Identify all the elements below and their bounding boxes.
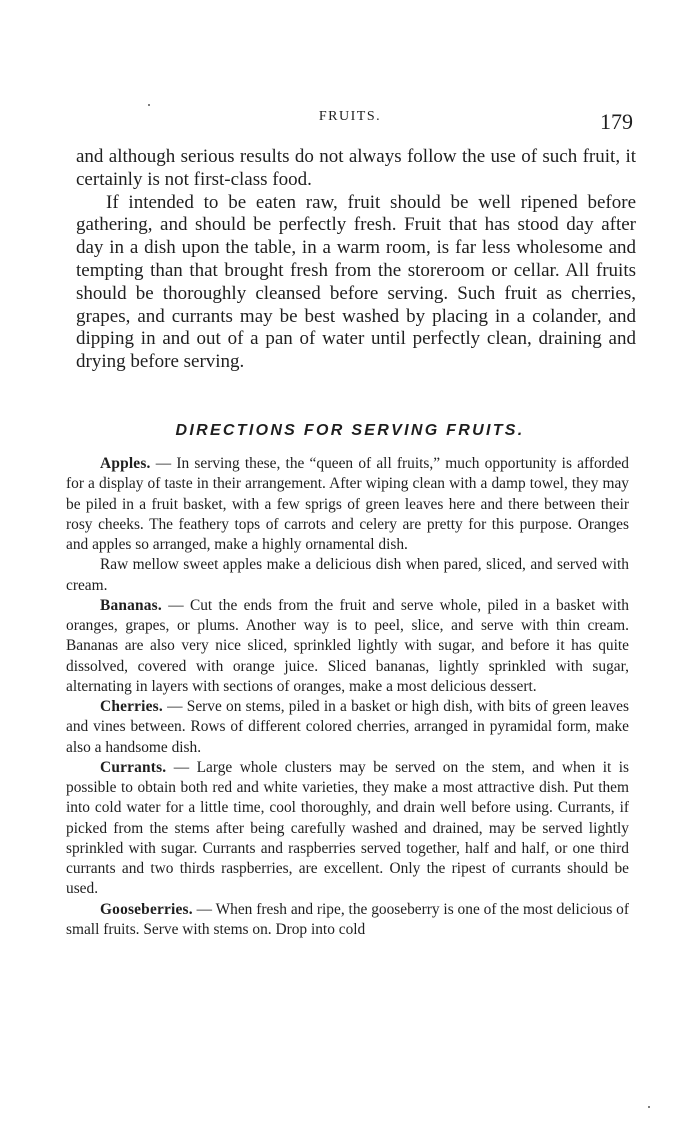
print-speck xyxy=(148,104,150,106)
intro-paragraph-2: If intended to be eaten raw, fruit should be well ripened before gathering, and should be perfectly fresh. Fruit that has stood day after day in a dish upon the table, in a warm room, is far less wholesome and tempting than that brought fresh from the storeroom or cellar. All fruits should be thoroughly cleansed before serving. Such fruit as cherries, grapes, and currants may be best washed by placing in a colander, and dipping in and out of a pan of water until perfectly clean, draining and drying before serving. xyxy=(76,191,636,373)
entry-cherries xyxy=(66,697,629,758)
entry-name-apples: Apples. xyxy=(100,455,151,472)
entry-bananas xyxy=(66,596,629,697)
entry-gooseberries xyxy=(66,900,629,941)
entry-name-gooseberries: Gooseberries. xyxy=(100,900,193,918)
entry-name-bananas: Bananas. xyxy=(100,596,162,614)
section-heading: DIRECTIONS FOR SERVING FRUITS. xyxy=(175,422,525,439)
fruit-entries xyxy=(66,454,629,940)
entry-apples-note: Raw mellow sweet apples make a delicious dish when pared, sliced, and served with cream. xyxy=(66,556,629,594)
entry-text-cherries: — Serve on stems, piled in a basket or high dish, with bits of green leaves and vines between. Rows of different colored cherries, arranged in pyramidal form, make also a handsome dish. xyxy=(66,698,629,756)
intro-text xyxy=(76,146,636,374)
running-title: FRUITS. xyxy=(318,109,382,124)
entry-name-currants: Currants. xyxy=(100,758,167,776)
entry-name-cherries: Cherries. xyxy=(100,698,163,715)
entry-currants xyxy=(66,758,629,900)
print-speck xyxy=(648,1106,650,1108)
intro-paragraph-1: and although serious results do not always follow the use of such fruit, it certainly is not first-class food. xyxy=(76,146,636,190)
entry-text-currants: — Large whole clusters may be served on the stem, and when it is possible to obtain both red and white varieties, they make a most attractive dish. Put them into cold water for a little time, cool thoroughly, and drain well before using. Currants, if picked from the stems after being carefully washed and drained, may be served lightly sprinkled with sugar. Currants and raspberries served together, half and half, or one third currants and two thirds raspberries, are excellent. Only the ripest of currants should be used. xyxy=(66,758,629,898)
entry-text-bananas: — Cut the ends from the fruit and serve whole, piled in a basket with oranges, grapes, or plums. Another way is to peel, slice, and serve with thin cream. Bananas are also very nice sliced, sprinkled lightly with sugar, and before it has quite dissolved, covered with orange juice. Sliced bananas, lightly sprinkled with sugar, alternating in layers with sections of oranges, make a most delicious dessert. xyxy=(66,596,629,695)
page-number: 179 xyxy=(600,109,633,134)
entry-text-gooseberries: — When fresh and ripe, the gooseberry is one of the most delicious of small fruits. Serve with stems on. Drop into cold xyxy=(66,900,629,938)
entry-text-apples: — In serving these, the “queen of all fruits,” much opportunity is afforded for a display of taste in their arrangement. After wiping clean with a damp towel, they may be piled in a fruit basket, with a few sprigs of green leaves here and there between their rosy cheeks. The feathery tops of carrots and celery are pretty for this purpose. Oranges and apples so arranged, make a highly ornamental dish. xyxy=(66,455,629,553)
entry-apples xyxy=(66,454,629,555)
